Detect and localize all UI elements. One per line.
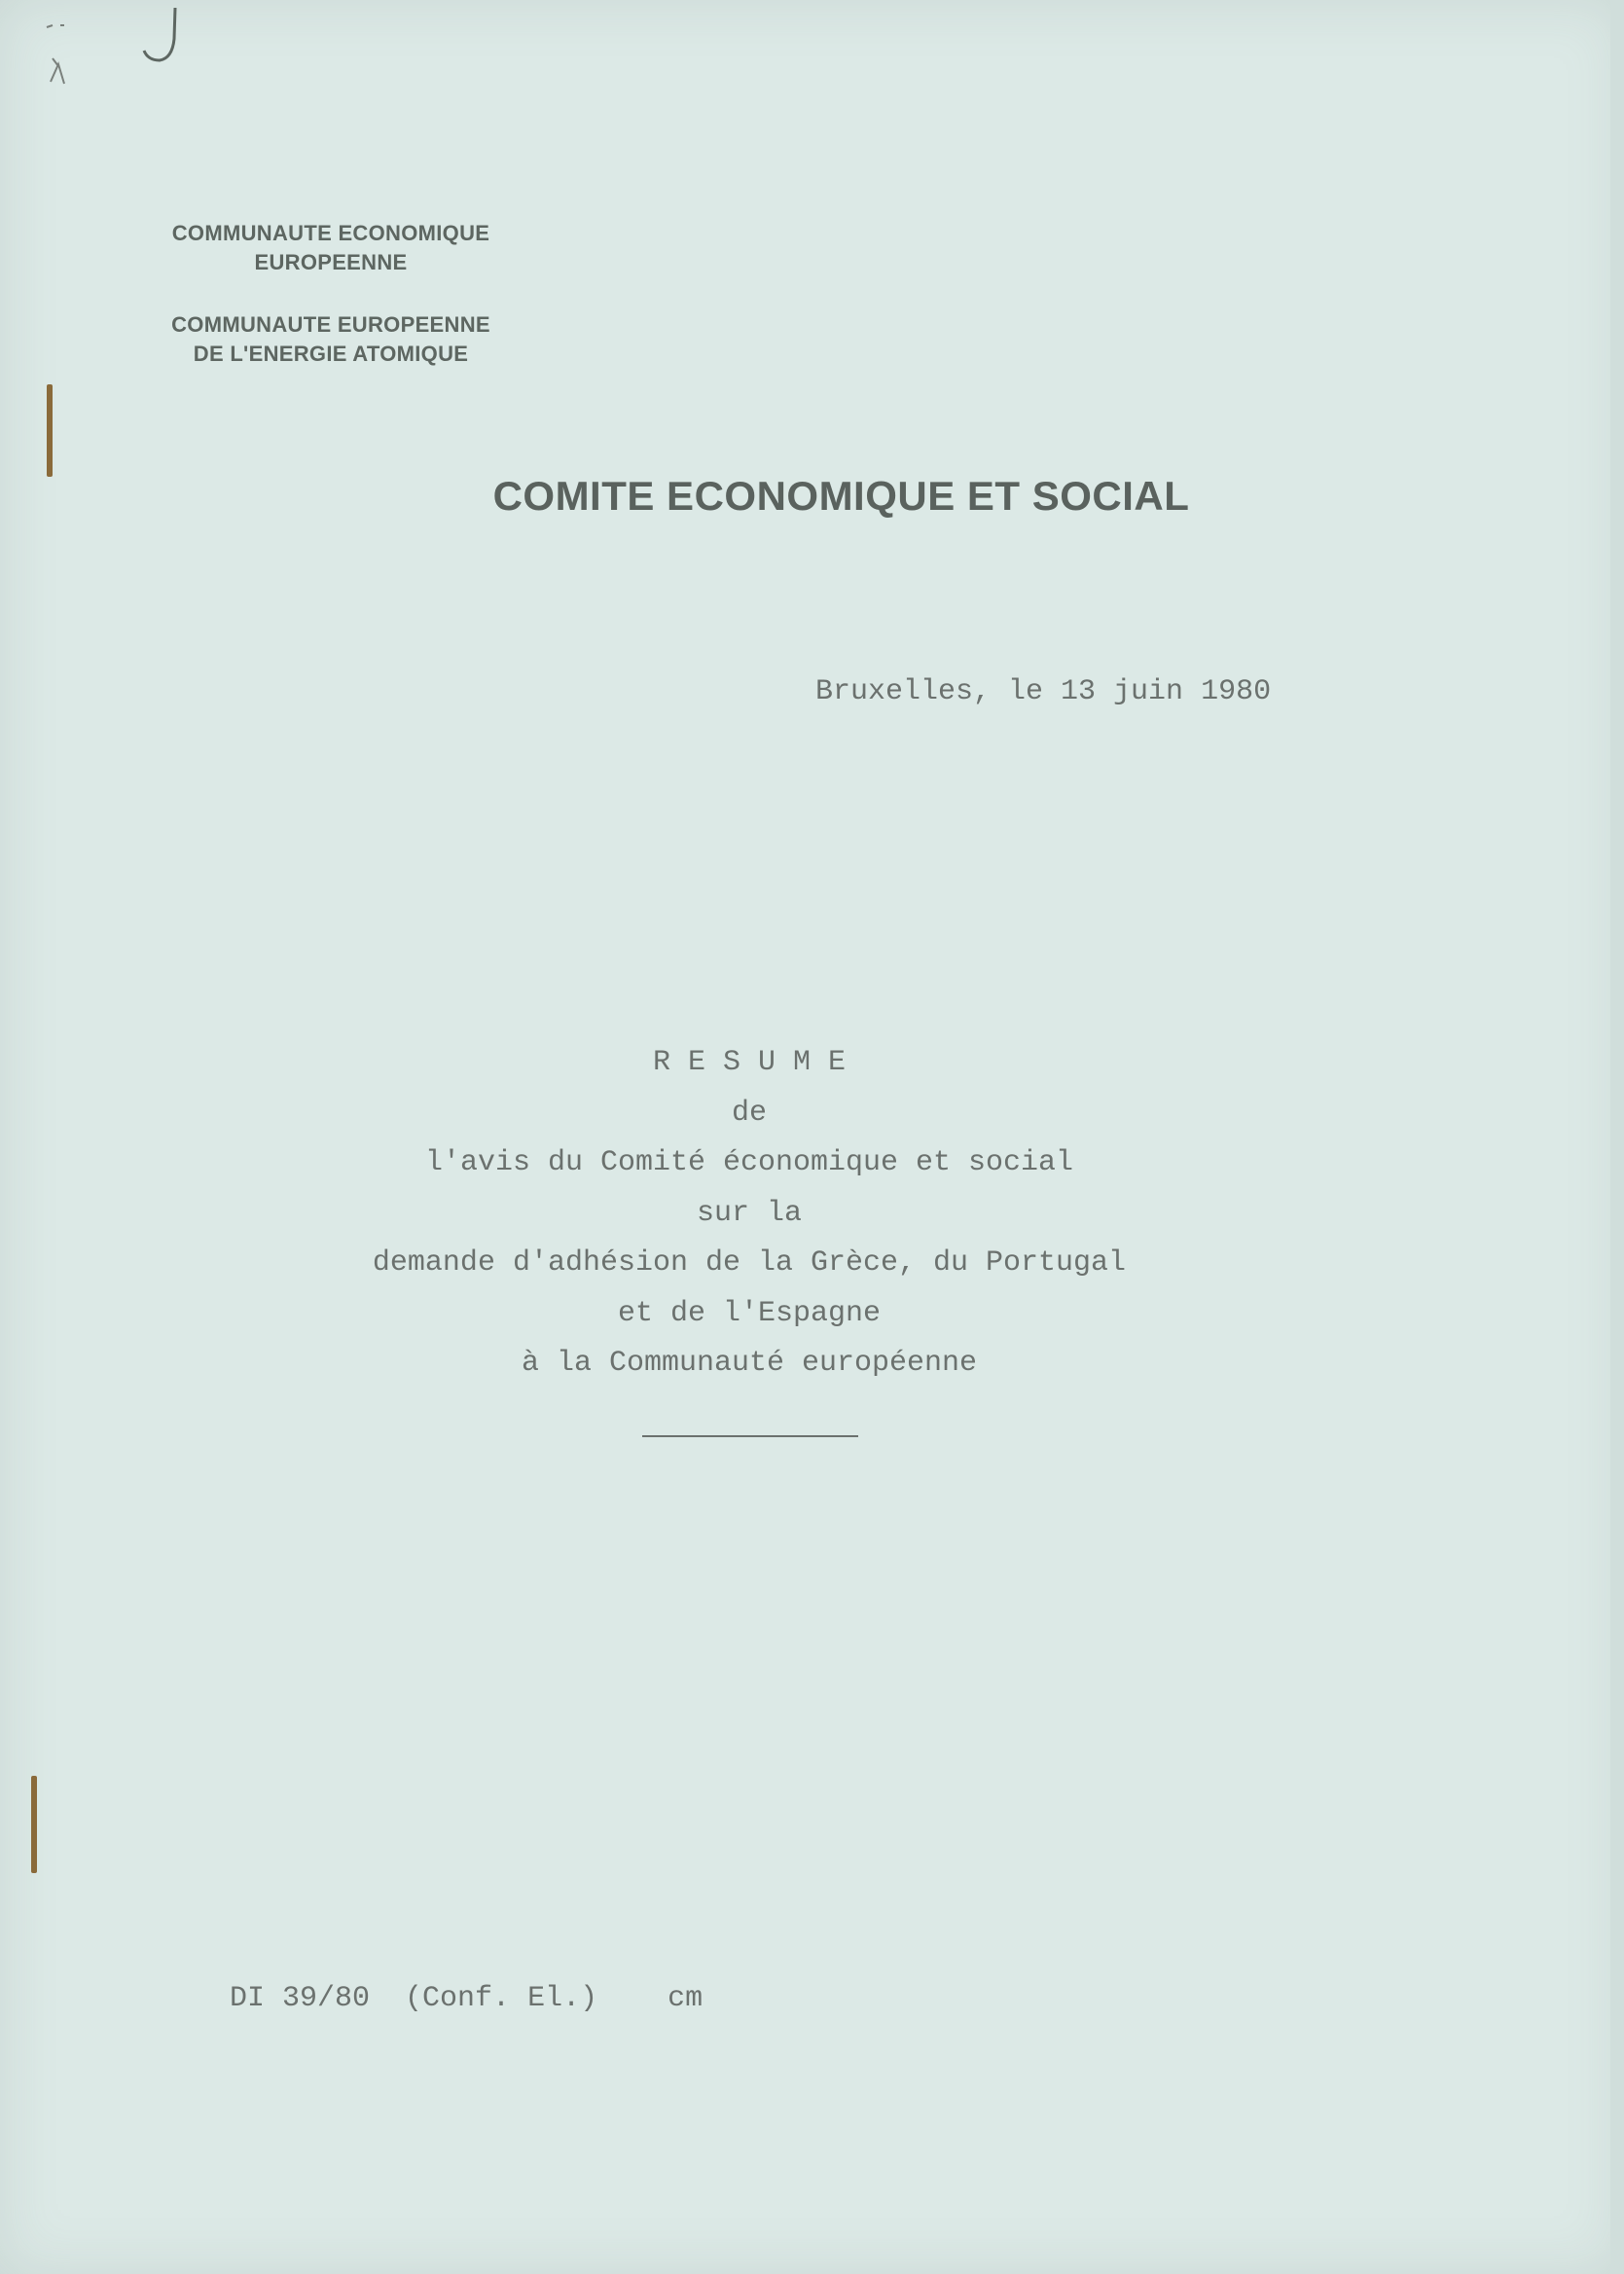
committee-title: COMITE ECONOMIQUE ET SOCIAL [492, 473, 1190, 519]
summary-line: et de l'Espagne [617, 1296, 882, 1330]
institution-eec [126, 219, 535, 277]
date-line: Bruxelles, le 13 juin 1980 [815, 675, 1272, 708]
handwritten-mark-icon [39, 0, 195, 117]
divider-rule [642, 1435, 858, 1437]
document-reference [230, 1982, 703, 2015]
institution-line: EUROPEENNE [254, 250, 408, 274]
institution-line: DE L'ENERGIE ATOMIQUE [193, 342, 469, 366]
summary-line: à la Communauté européenne [521, 1347, 978, 1380]
institution-line: COMMUNAUTE ECONOMIQUE [171, 221, 490, 245]
summary-line: demande d'adhésion de la Grèce, du Portugal [372, 1246, 1127, 1280]
summary-line: sur la [696, 1196, 803, 1230]
staple-mark [47, 384, 53, 477]
summary-line: de [731, 1096, 767, 1130]
reference-initials: cm [668, 1982, 704, 2015]
reference-number: DI 39/80 [230, 1982, 371, 2015]
staple-mark [31, 1776, 37, 1873]
institutions-header [126, 219, 535, 402]
institution-euratom [126, 310, 535, 369]
institution-line: COMMUNAUTE EUROPEENNE [171, 312, 490, 337]
summary-line: l'avis du Comité économique et social [424, 1146, 1074, 1179]
summary-title: R E S U M E [652, 1046, 847, 1079]
reference-conf: (Conf. El.) [405, 1982, 598, 2015]
summary-block [0, 1038, 1498, 1390]
